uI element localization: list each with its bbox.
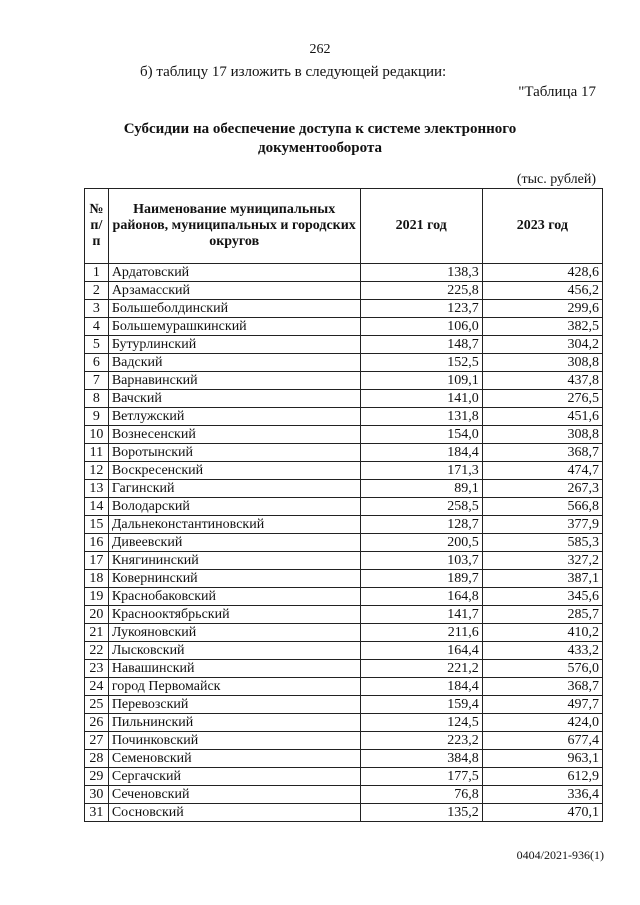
row-value-2021: 128,7 xyxy=(360,516,482,534)
row-value-2021: 141,7 xyxy=(360,606,482,624)
row-number: 20 xyxy=(85,606,109,624)
row-number: 24 xyxy=(85,678,109,696)
row-value-2023: 382,5 xyxy=(482,318,602,336)
row-number: 5 xyxy=(85,336,109,354)
row-name: Починковский xyxy=(108,732,360,750)
row-name: Перевозский xyxy=(108,696,360,714)
row-name: Семеновский xyxy=(108,750,360,768)
row-value-2021: 123,7 xyxy=(360,300,482,318)
row-value-2023: 566,8 xyxy=(482,498,602,516)
row-name: Лукояновский xyxy=(108,624,360,642)
table-row xyxy=(85,498,603,516)
row-name: Ардатовский xyxy=(108,264,360,282)
header-year-2021: 2021 год xyxy=(360,189,482,264)
row-name: Воротынский xyxy=(108,444,360,462)
row-value-2021: 159,4 xyxy=(360,696,482,714)
subsidy-table xyxy=(84,188,603,822)
row-value-2023: 497,7 xyxy=(482,696,602,714)
row-value-2021: 171,3 xyxy=(360,462,482,480)
row-value-2023: 267,3 xyxy=(482,480,602,498)
row-value-2023: 308,8 xyxy=(482,426,602,444)
row-number: 26 xyxy=(85,714,109,732)
row-number: 4 xyxy=(85,318,109,336)
page-number: 262 xyxy=(309,42,331,57)
row-name: Краснобаковский xyxy=(108,588,360,606)
row-value-2023: 410,2 xyxy=(482,624,602,642)
row-value-2021: 164,4 xyxy=(360,642,482,660)
row-name: Вознесенский xyxy=(108,426,360,444)
row-value-2023: 327,2 xyxy=(482,552,602,570)
table-row xyxy=(85,480,603,498)
header-name: Наименование муниципальных районов, муниципальных и городских округов xyxy=(108,189,360,264)
row-value-2021: 152,5 xyxy=(360,354,482,372)
row-value-2023: 377,9 xyxy=(482,516,602,534)
row-name: Княгининский xyxy=(108,552,360,570)
row-number: 9 xyxy=(85,408,109,426)
row-value-2021: 148,7 xyxy=(360,336,482,354)
table-row xyxy=(85,714,603,732)
row-number: 30 xyxy=(85,786,109,804)
table-title xyxy=(0,120,640,158)
row-value-2021: 124,5 xyxy=(360,714,482,732)
row-value-2023: 451,6 xyxy=(482,408,602,426)
row-number: 28 xyxy=(85,750,109,768)
units-label: (тыс. рублей) xyxy=(516,172,596,187)
header-row xyxy=(85,189,603,264)
row-number: 2 xyxy=(85,282,109,300)
row-number: 13 xyxy=(85,480,109,498)
row-number: 8 xyxy=(85,390,109,408)
row-name: Краснооктябрьский xyxy=(108,606,360,624)
table-row xyxy=(85,462,603,480)
row-name: Ковернинский xyxy=(108,570,360,588)
table-row xyxy=(85,660,603,678)
row-number: 11 xyxy=(85,444,109,462)
row-value-2021: 177,5 xyxy=(360,768,482,786)
table-header xyxy=(85,189,603,264)
row-number: 19 xyxy=(85,588,109,606)
row-name: Ветлужский xyxy=(108,408,360,426)
row-value-2023: 304,2 xyxy=(482,336,602,354)
row-number: 16 xyxy=(85,534,109,552)
intro-text: б) таблицу 17 изложить в следующей редакции: xyxy=(140,64,447,80)
row-number: 27 xyxy=(85,732,109,750)
table-row xyxy=(85,552,603,570)
table-row xyxy=(85,390,603,408)
row-value-2021: 223,2 xyxy=(360,732,482,750)
table-row xyxy=(85,642,603,660)
row-name: Большемурашкинский xyxy=(108,318,360,336)
row-number: 29 xyxy=(85,768,109,786)
row-number: 10 xyxy=(85,426,109,444)
row-name: Вадский xyxy=(108,354,360,372)
row-value-2021: 189,7 xyxy=(360,570,482,588)
row-value-2021: 138,3 xyxy=(360,264,482,282)
row-value-2021: 184,4 xyxy=(360,444,482,462)
table-row xyxy=(85,678,603,696)
table-row xyxy=(85,570,603,588)
row-name: Гагинский xyxy=(108,480,360,498)
row-value-2023: 677,4 xyxy=(482,732,602,750)
row-value-2023: 585,3 xyxy=(482,534,602,552)
row-value-2021: 109,1 xyxy=(360,372,482,390)
row-value-2021: 89,1 xyxy=(360,480,482,498)
row-name: Воскресенский xyxy=(108,462,360,480)
table-row xyxy=(85,732,603,750)
table-row xyxy=(85,264,603,282)
row-value-2023: 433,2 xyxy=(482,642,602,660)
row-value-2023: 474,7 xyxy=(482,462,602,480)
row-value-2023: 285,7 xyxy=(482,606,602,624)
row-name: город Первомайск xyxy=(108,678,360,696)
row-value-2021: 103,7 xyxy=(360,552,482,570)
table-row xyxy=(85,696,603,714)
row-number: 3 xyxy=(85,300,109,318)
row-name: Пильнинский xyxy=(108,714,360,732)
table-row xyxy=(85,516,603,534)
row-name: Дивеевский xyxy=(108,534,360,552)
row-number: 31 xyxy=(85,804,109,822)
table-row xyxy=(85,282,603,300)
table-row xyxy=(85,408,603,426)
row-number: 6 xyxy=(85,354,109,372)
row-name: Бутурлинский xyxy=(108,336,360,354)
row-value-2023: 456,2 xyxy=(482,282,602,300)
row-value-2021: 154,0 xyxy=(360,426,482,444)
table-reference: "Таблица 17 xyxy=(518,84,596,100)
table-row xyxy=(85,624,603,642)
row-number: 15 xyxy=(85,516,109,534)
table-row xyxy=(85,606,603,624)
row-value-2023: 963,1 xyxy=(482,750,602,768)
table-row xyxy=(85,318,603,336)
table-row xyxy=(85,750,603,768)
row-value-2023: 470,1 xyxy=(482,804,602,822)
row-number: 7 xyxy=(85,372,109,390)
row-value-2023: 308,8 xyxy=(482,354,602,372)
row-number: 17 xyxy=(85,552,109,570)
table-row xyxy=(85,804,603,822)
row-value-2021: 221,2 xyxy=(360,660,482,678)
row-value-2023: 612,9 xyxy=(482,768,602,786)
row-number: 1 xyxy=(85,264,109,282)
row-value-2021: 200,5 xyxy=(360,534,482,552)
row-value-2023: 368,7 xyxy=(482,678,602,696)
row-value-2021: 225,8 xyxy=(360,282,482,300)
row-value-2021: 141,0 xyxy=(360,390,482,408)
document-code: 0404/2021-936(1) xyxy=(516,848,604,862)
row-value-2023: 276,5 xyxy=(482,390,602,408)
table-row xyxy=(85,354,603,372)
row-value-2021: 131,8 xyxy=(360,408,482,426)
row-value-2023: 336,4 xyxy=(482,786,602,804)
table-row xyxy=(85,300,603,318)
row-name: Вачский xyxy=(108,390,360,408)
row-number: 18 xyxy=(85,570,109,588)
row-value-2021: 76,8 xyxy=(360,786,482,804)
row-name: Лысковский xyxy=(108,642,360,660)
table-title-line-1: Субсидии на обеспечение доступа к системе электронного xyxy=(123,121,517,137)
row-number: 25 xyxy=(85,696,109,714)
table-row xyxy=(85,534,603,552)
row-value-2021: 258,5 xyxy=(360,498,482,516)
table-row xyxy=(85,768,603,786)
row-number: 21 xyxy=(85,624,109,642)
table-body xyxy=(85,264,603,822)
table-row xyxy=(85,372,603,390)
row-name: Сосновский xyxy=(108,804,360,822)
row-value-2023: 299,6 xyxy=(482,300,602,318)
table-row xyxy=(85,426,603,444)
row-value-2023: 345,6 xyxy=(482,588,602,606)
row-name: Сергачский xyxy=(108,768,360,786)
row-value-2021: 135,2 xyxy=(360,804,482,822)
row-number: 23 xyxy=(85,660,109,678)
row-value-2021: 164,8 xyxy=(360,588,482,606)
row-value-2023: 424,0 xyxy=(482,714,602,732)
row-value-2023: 576,0 xyxy=(482,660,602,678)
row-value-2023: 387,1 xyxy=(482,570,602,588)
row-name: Дальнеконстантиновский xyxy=(108,516,360,534)
row-name: Володарский xyxy=(108,498,360,516)
header-year-2023: 2023 год xyxy=(482,189,602,264)
row-value-2023: 428,6 xyxy=(482,264,602,282)
row-value-2021: 184,4 xyxy=(360,678,482,696)
row-value-2023: 368,7 xyxy=(482,444,602,462)
row-value-2021: 106,0 xyxy=(360,318,482,336)
row-name: Большеболдинский xyxy=(108,300,360,318)
table-row xyxy=(85,336,603,354)
header-num: № п/п xyxy=(85,189,109,264)
row-name: Навашинский xyxy=(108,660,360,678)
row-value-2023: 437,8 xyxy=(482,372,602,390)
row-value-2021: 211,6 xyxy=(360,624,482,642)
row-name: Сеченовский xyxy=(108,786,360,804)
table-row xyxy=(85,786,603,804)
row-number: 14 xyxy=(85,498,109,516)
row-name: Варнавинский xyxy=(108,372,360,390)
table-title-line-2: документооборота xyxy=(257,140,382,156)
row-number: 12 xyxy=(85,462,109,480)
row-value-2021: 384,8 xyxy=(360,750,482,768)
table-row xyxy=(85,588,603,606)
row-name: Арзамасский xyxy=(108,282,360,300)
table-row xyxy=(85,444,603,462)
row-number: 22 xyxy=(85,642,109,660)
